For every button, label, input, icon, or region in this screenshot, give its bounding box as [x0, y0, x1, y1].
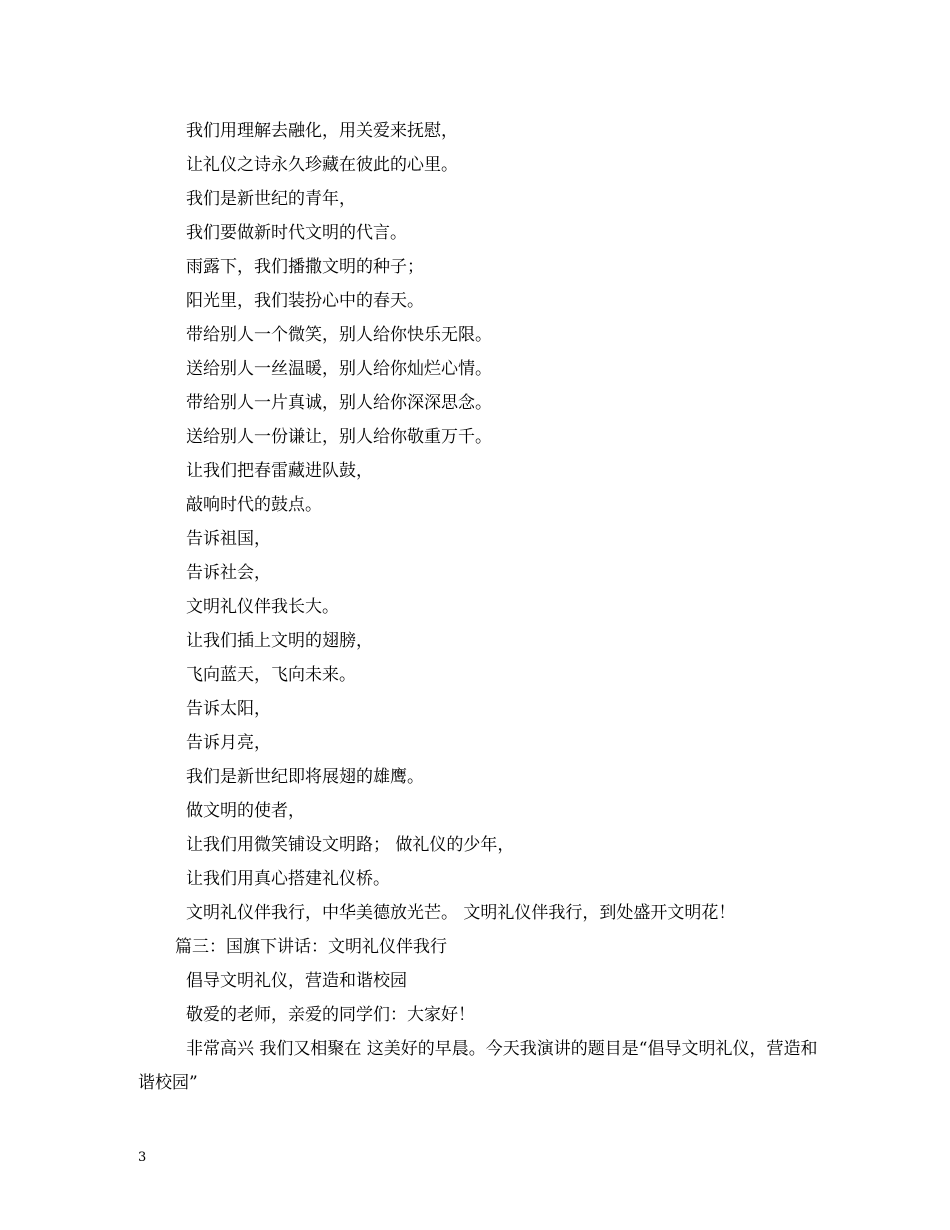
text-line: 带给别人一片真诚，别人给你深深思念。 — [186, 393, 492, 413]
text-line: 告诉社会， — [186, 563, 271, 583]
section-heading: 篇三：国旗下讲话：文明礼仪伴我行 — [175, 937, 447, 957]
text-line: 做文明的使者， — [186, 801, 305, 821]
text-line: 让礼仪之诗永久珍藏在彼此的心里。 — [186, 155, 458, 175]
text-line: 让我们用微笑铺设文明路； 做礼仪的少年， — [186, 835, 515, 855]
text-line: 让我们插上文明的翅膀， — [186, 631, 373, 651]
text-line: 让我们用真心搭建礼仪桥。 — [186, 869, 390, 889]
body-paragraph: 非常高兴 我们又相聚在 这美好的早晨。今天我演讲的题目是“倡导文明礼仪，营造和谐校园” — [138, 1039, 818, 1093]
text-line: 文明礼仪伴我长大。 — [186, 597, 339, 617]
text-line: 送给别人一份谦让，别人给你敬重万千。 — [186, 427, 492, 447]
page-number: 3 — [138, 1150, 147, 1165]
text-line: 我们是新世纪的青年， — [186, 189, 356, 209]
text-line: 敲响时代的鼓点。 — [186, 495, 322, 515]
greeting-line: 敬爱的老师，亲爱的同学们：大家好！ — [186, 1005, 475, 1025]
text-line: 飞向蓝天，飞向未来。 — [186, 665, 356, 685]
text-line: 让我们把春雷藏进队鼓， — [186, 461, 373, 481]
text-line: 我们要做新时代文明的代言。 — [186, 223, 407, 243]
text-line: 送给别人一丝温暖，别人给你灿烂心情。 — [186, 359, 492, 379]
text-line: 我们是新世纪即将展翅的雄鹰。 — [186, 767, 424, 787]
text-line: 雨露下，我们播撒文明的种子； — [186, 257, 424, 277]
text-line: 阳光里，我们装扮心中的春天。 — [186, 291, 424, 311]
text-line: 告诉月亮， — [186, 733, 271, 753]
text-line: 告诉祖国， — [186, 529, 271, 549]
text-line: 我们用理解去融化，用关爱来抚慰， — [186, 121, 458, 141]
text-line: 文明礼仪伴我行，中华美德放光芒。 文明礼仪伴我行，到处盛开文明花！ — [186, 903, 736, 923]
text-line: 告诉太阳， — [186, 699, 271, 719]
speech-title: 倡导文明礼仪，营造和谐校园 — [186, 971, 407, 991]
text-line: 带给别人一个微笑，别人给你快乐无限。 — [186, 325, 492, 345]
